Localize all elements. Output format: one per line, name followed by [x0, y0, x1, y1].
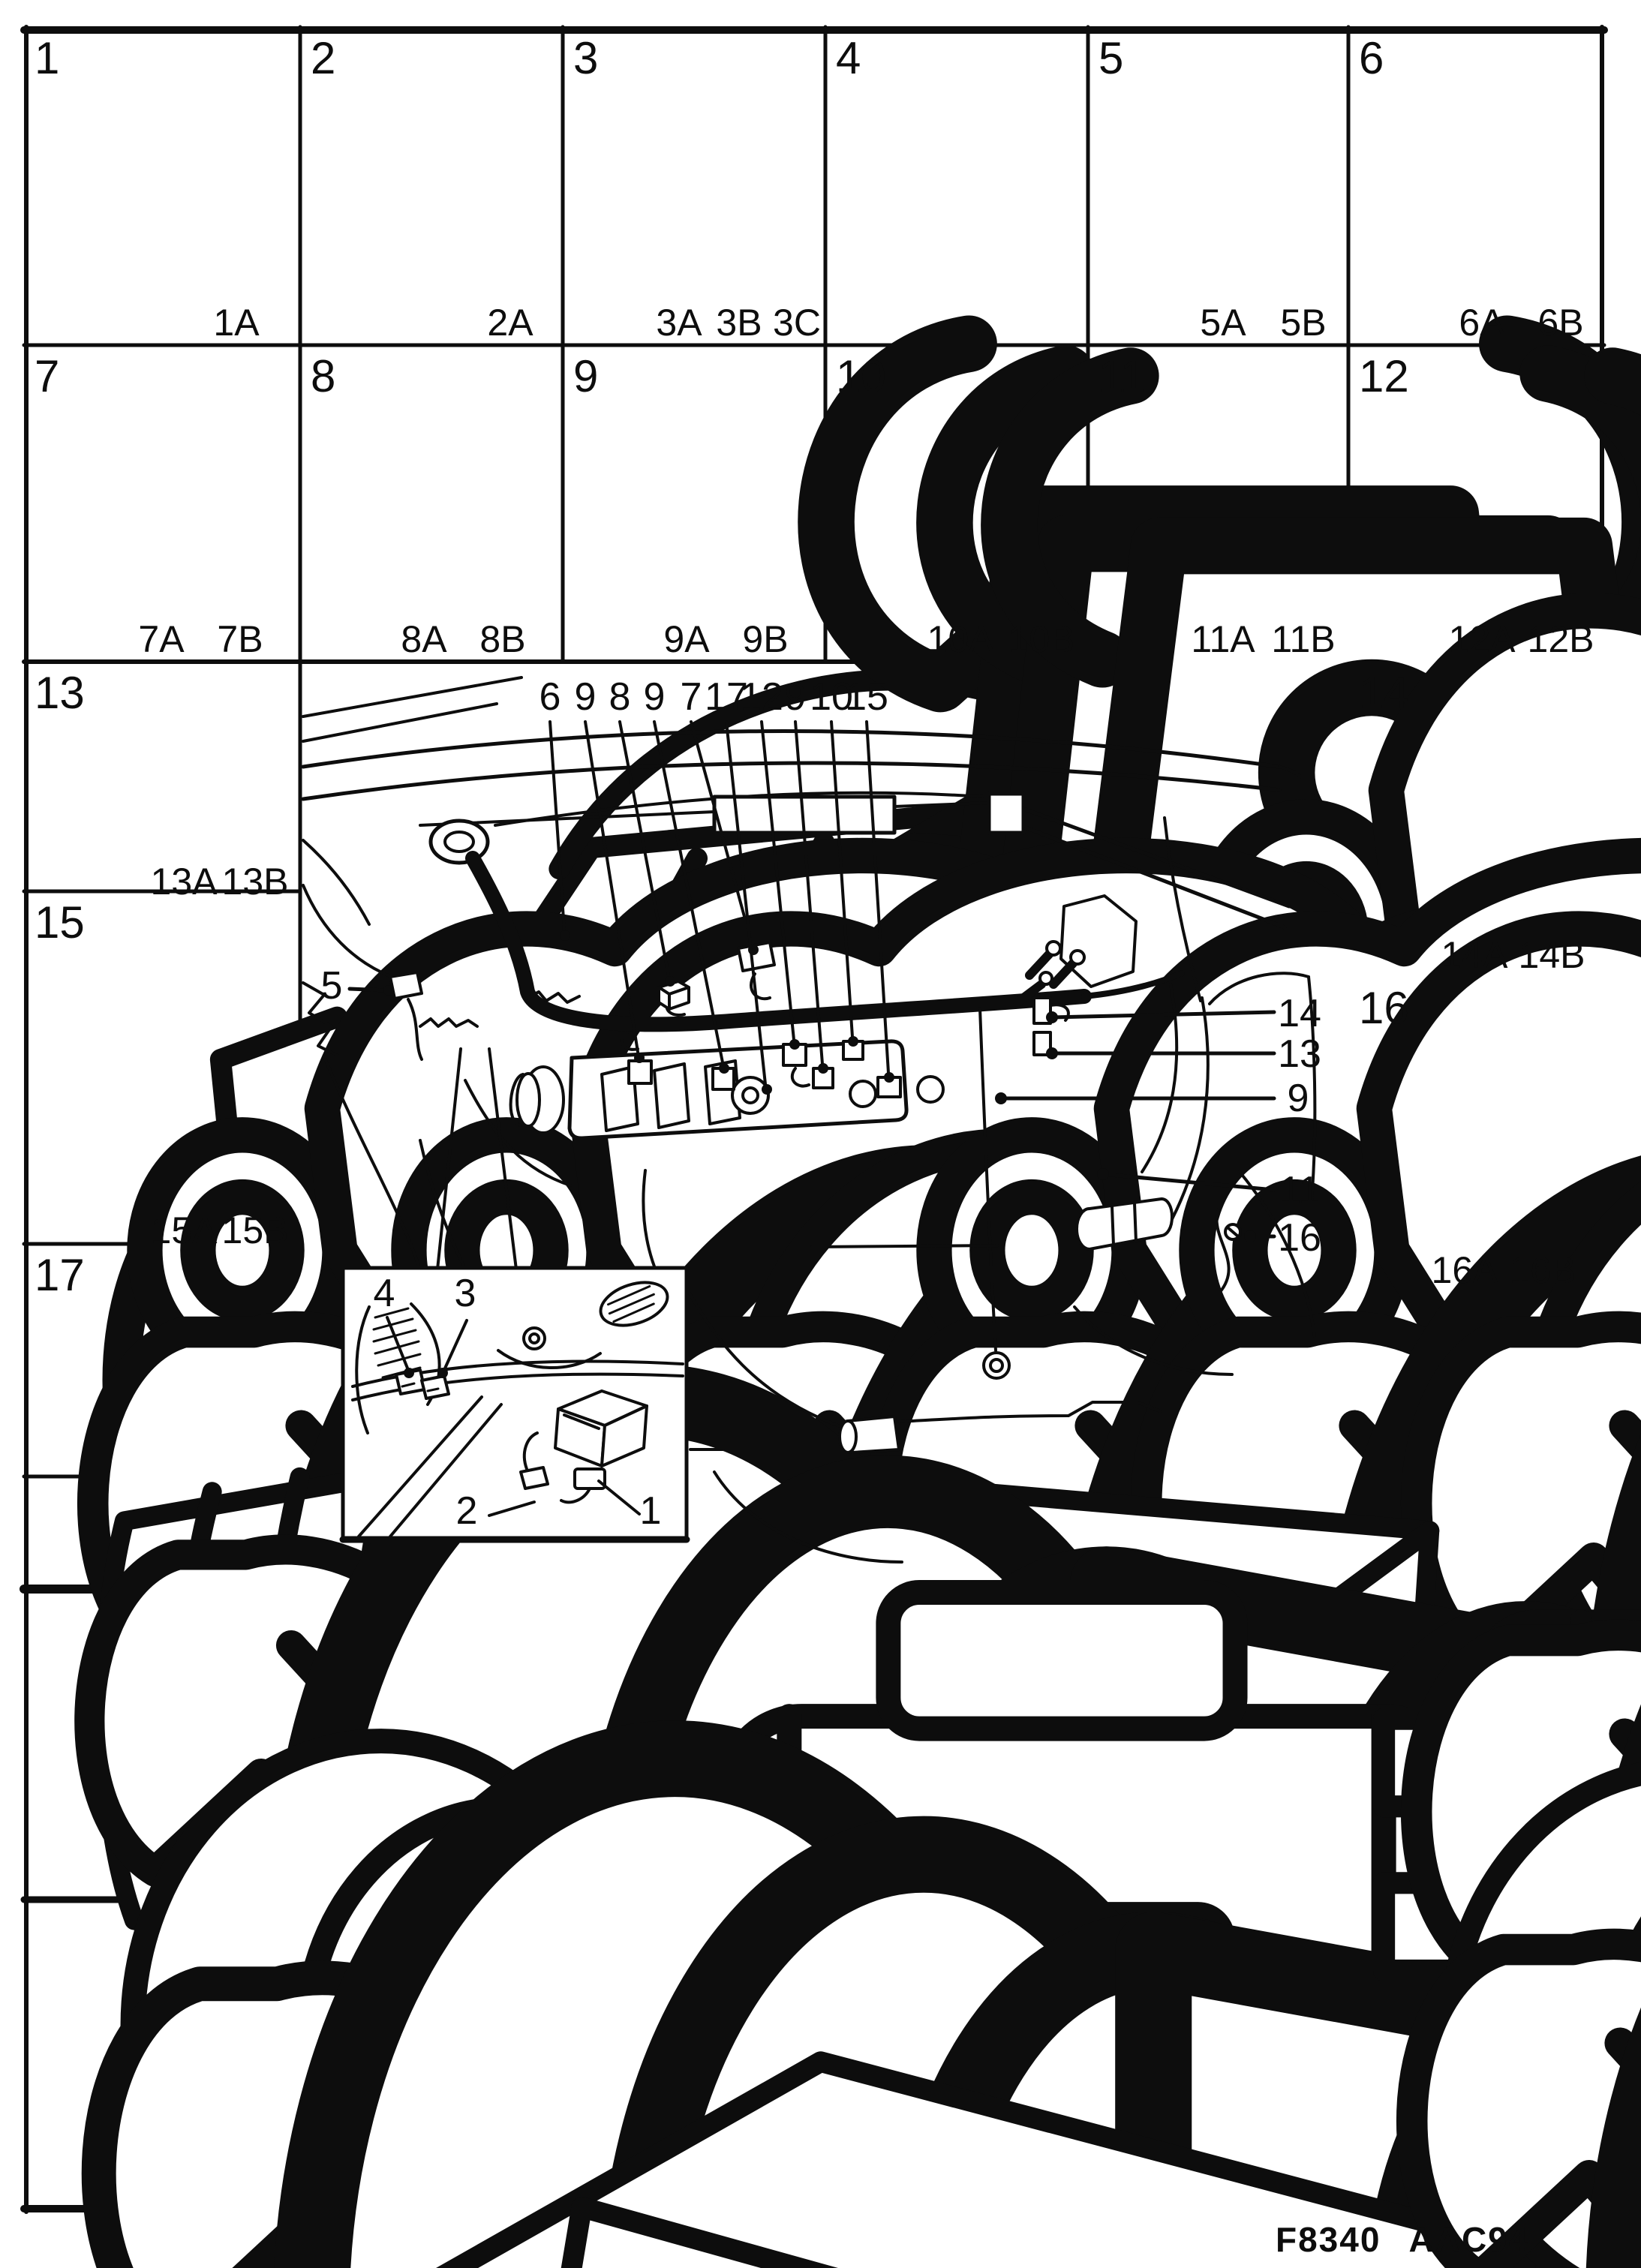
cell-number: 11 — [1099, 351, 1146, 401]
callout-inset: 3 — [454, 1272, 476, 1315]
part-label: 11A — [1191, 618, 1255, 660]
part-label: 16A — [1431, 1249, 1498, 1291]
part-label: 15A — [150, 1209, 218, 1251]
cell-number: 7 — [35, 351, 60, 401]
part-label: 15B — [221, 1209, 289, 1251]
part-label: 6B — [1537, 302, 1584, 344]
cell-number: 10 — [836, 351, 886, 401]
part-label: 8B — [479, 618, 526, 660]
part-label: 9B — [742, 618, 789, 660]
part-label: 12B — [1527, 618, 1594, 660]
callout-right: 13 — [1278, 1032, 1321, 1076]
part-label: 14B — [1518, 934, 1585, 976]
part-label: 12A — [1448, 618, 1516, 660]
part-label: 13B — [221, 861, 289, 903]
callout-top: 9 — [574, 675, 597, 719]
figure-code: F8340 AAC94 — [1276, 2220, 1530, 2259]
part-label: 10B — [1008, 618, 1075, 660]
callout-top: 9 — [784, 675, 807, 719]
callout-top: 8 — [609, 675, 631, 719]
cell-number: 6 — [1359, 33, 1384, 83]
part-label: 10A — [927, 618, 994, 660]
callout-right: 14 — [1278, 992, 1321, 1035]
callout-right: 9 — [1287, 1077, 1309, 1120]
callout-top: 6 — [539, 675, 561, 719]
callout-inset: 2 — [455, 1489, 478, 1533]
callout-top: 15 — [845, 675, 888, 719]
part-label: 7A — [138, 618, 185, 660]
cell-number: 12 — [1359, 351, 1409, 401]
cell-number: 4 — [836, 33, 861, 83]
part-label: 5A — [1200, 302, 1246, 344]
callout-inset: 4 — [373, 1272, 395, 1315]
part-label: 3B — [716, 302, 762, 344]
part-label: 11B — [1271, 618, 1336, 660]
callout-left: 5 — [320, 964, 343, 1008]
cell-number: 13 — [35, 668, 85, 718]
cell-number: 14 — [1359, 668, 1409, 718]
part-label: 14A — [1441, 934, 1508, 976]
callout-inset: 1 — [639, 1489, 662, 1533]
callout-top: 9 — [643, 675, 666, 719]
part-label: 6A — [1459, 302, 1505, 344]
callout-right: 11 — [1279, 1169, 1320, 1212]
part-label: 1A — [213, 302, 260, 344]
part-label: 8A — [401, 618, 447, 660]
cell-number: 16 — [1359, 983, 1409, 1033]
callout-top: 10 — [810, 675, 853, 719]
part-label: 9A — [663, 618, 710, 660]
part-label: 16B — [1509, 1249, 1576, 1291]
part-label: 13A — [150, 861, 218, 903]
cell-number: 2 — [311, 33, 336, 83]
part-label: 3A — [656, 302, 702, 344]
cell-number: 17 — [35, 1250, 85, 1300]
cell-number: 5 — [1099, 33, 1124, 83]
callout-top: 17 — [705, 675, 748, 719]
part-label: 7B — [217, 618, 263, 660]
part-label: 3C — [773, 302, 821, 344]
cell-number: 3 — [573, 33, 599, 83]
cell-number: 15 — [35, 897, 85, 948]
cell-number: 8 — [311, 351, 336, 401]
part-label: 5B — [1280, 302, 1327, 344]
callout-right: 16 — [1278, 1216, 1321, 1260]
cell-number: 9 — [573, 351, 599, 401]
cell-number: 1 — [35, 33, 60, 83]
part-label: 2A — [487, 302, 533, 344]
callout-top: 7 — [680, 675, 702, 719]
callout-top: 12 — [740, 675, 783, 719]
